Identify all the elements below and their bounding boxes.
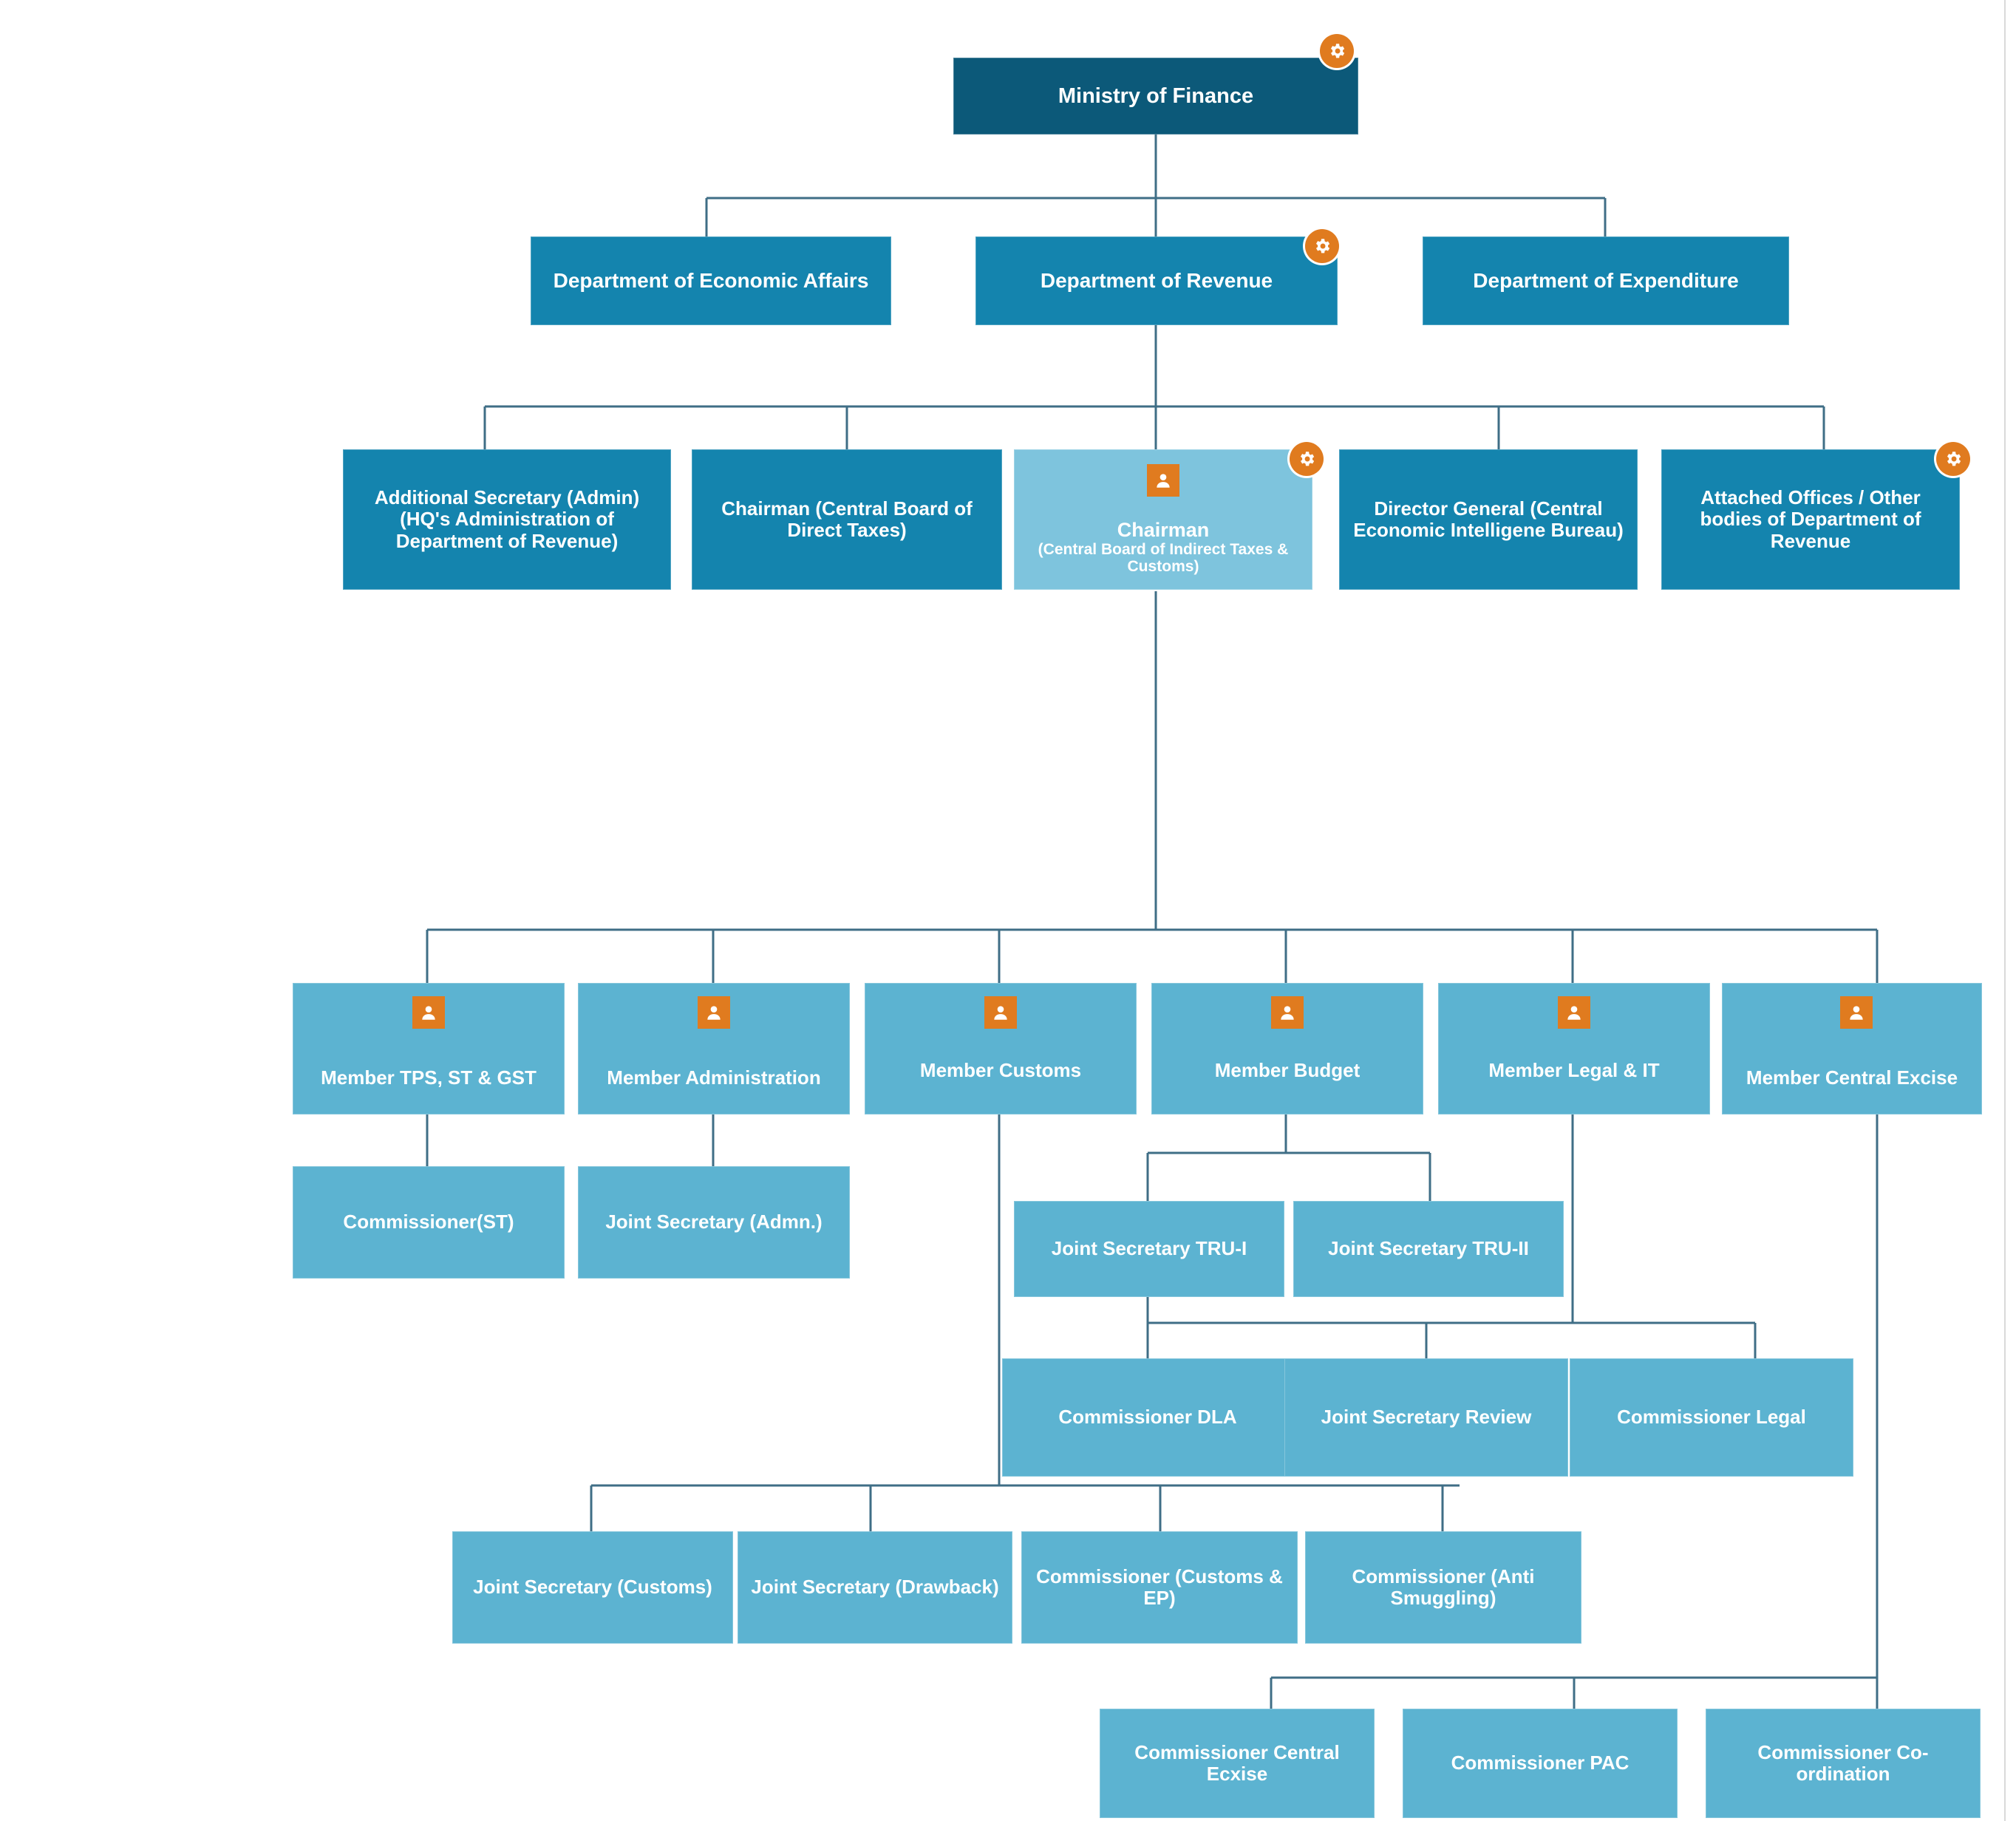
node-commissioner-dla[interactable]: [1002, 1358, 1293, 1477]
node-chairman-cbdt[interactable]: [692, 449, 1002, 590]
person-icon: [1558, 996, 1590, 1029]
node-ministry-of-finance[interactable]: [953, 58, 1358, 135]
node-commissioner-customs-ep[interactable]: [1021, 1531, 1298, 1644]
node-commissioner-anti-smuggling[interactable]: [1305, 1531, 1581, 1644]
node-department-of-revenue[interactable]: [975, 236, 1338, 325]
node-label: Commissioner PAC: [1451, 1752, 1630, 1774]
node-label: Commissioner (Anti Smuggling): [1352, 1565, 1535, 1609]
node-department-of-expenditure[interactable]: [1423, 236, 1789, 325]
node-joint-secretary-review[interactable]: [1284, 1358, 1568, 1477]
person-icon: [1271, 996, 1304, 1029]
node-label: Member Administration: [607, 1066, 821, 1089]
node-label: Member Customs: [919, 1058, 1082, 1081]
node-joint-secretary-tru-1[interactable]: [1014, 1201, 1284, 1297]
node-label: Joint Secretary (Drawback): [751, 1576, 999, 1599]
node-label: Department of Economic Affairs: [553, 269, 869, 293]
node-sublabel: (Central Board of Indirect Taxes & Customs): [1038, 540, 1289, 576]
node-joint-secretary-customs[interactable]: [452, 1531, 733, 1644]
node-label: Member Budget: [1214, 1058, 1361, 1081]
node-label: Ministry of Finance: [1058, 84, 1254, 108]
person-icon: [984, 996, 1017, 1029]
node-department-of-economic-affairs[interactable]: [531, 236, 891, 325]
node-label: Member TPS, ST & GST: [321, 1066, 537, 1089]
node-additional-secretary[interactable]: [343, 449, 671, 590]
node-label: Joint Secretary Review: [1321, 1406, 1532, 1429]
node-label: Joint Secretary TRU-I: [1051, 1237, 1247, 1260]
node-commissioner-coordination[interactable]: [1706, 1709, 1981, 1818]
node-label: Joint Secretary TRU-II: [1328, 1237, 1529, 1260]
node-label: Joint Secretary (Admn.): [605, 1211, 823, 1233]
gear-icon[interactable]: [1305, 229, 1339, 263]
gear-icon[interactable]: [1936, 442, 1970, 476]
node-label: Joint Secretary (Customs): [473, 1576, 712, 1599]
node-label: Commissioner (Customs & EP): [1036, 1565, 1283, 1609]
person-icon: [698, 996, 730, 1029]
node-commissioner-st[interactable]: [293, 1166, 565, 1279]
node-label: Commissioner Central Ecxise: [1134, 1740, 1340, 1785]
node-director-general-ceib[interactable]: [1339, 449, 1638, 590]
node-label: Chairman: [1117, 518, 1210, 541]
person-icon: [1840, 996, 1873, 1029]
node-commissioner-legal[interactable]: [1570, 1358, 1853, 1477]
node-label: Department of Revenue: [1040, 269, 1273, 293]
node-label: Department of Expenditure: [1473, 269, 1739, 293]
node-label: Chairman (Central Board of Direct Taxes): [721, 497, 973, 541]
node-joint-secretary-tru-2[interactable]: [1293, 1201, 1564, 1297]
person-icon: [1147, 464, 1179, 497]
node-label: Additional Secretary (Admin)(HQ's Administration of Department of Revenue): [374, 486, 640, 552]
node-label: Member Central Excise: [1746, 1066, 1958, 1089]
node-label: Attached Offices / Other bodies of Department of Revenue: [1700, 486, 1921, 552]
node-attached-offices[interactable]: [1661, 449, 1960, 590]
node-joint-secretary-drawback[interactable]: [738, 1531, 1012, 1644]
gear-icon[interactable]: [1290, 442, 1324, 476]
node-label: Commissioner DLA: [1058, 1406, 1237, 1429]
node-label: Commissioner Co-ordination: [1757, 1740, 1929, 1785]
node-label: Commissioner(ST): [343, 1211, 514, 1233]
node-label: Member Legal & IT: [1488, 1058, 1660, 1081]
node-joint-secretary-admn[interactable]: [578, 1166, 850, 1279]
node-label: Director General (Central Economic Intelligene Bureau): [1353, 497, 1624, 541]
node-commissioner-pac[interactable]: [1403, 1709, 1678, 1818]
page-edge-divider: [2004, 0, 2006, 1821]
gear-icon[interactable]: [1320, 34, 1354, 68]
person-icon: [412, 996, 445, 1029]
node-label: Commissioner Legal: [1617, 1406, 1806, 1429]
node-commissioner-central-excise[interactable]: [1100, 1709, 1375, 1818]
